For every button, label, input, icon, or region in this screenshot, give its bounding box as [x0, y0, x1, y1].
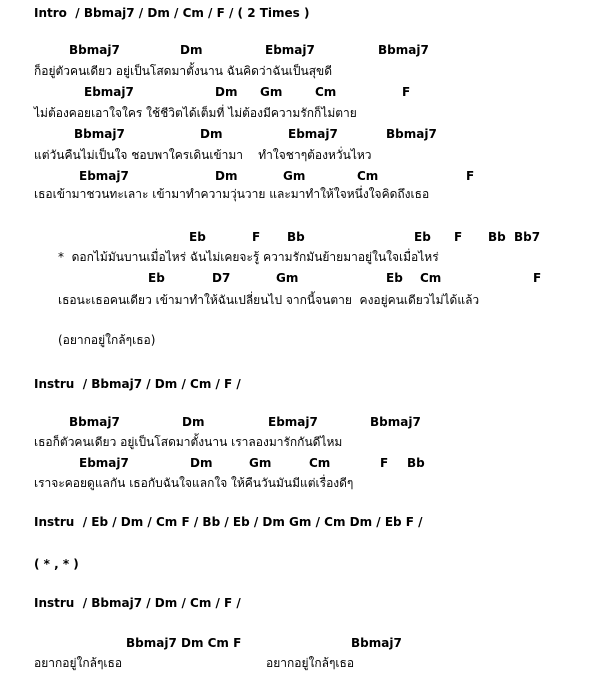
chord: Ebmaj7	[84, 85, 134, 99]
chord: Ebmaj7	[79, 456, 129, 470]
chord: Eb	[414, 230, 431, 244]
chord: F	[252, 230, 261, 244]
chord: Bbmaj7	[69, 43, 120, 57]
chord: Bbmaj7	[378, 43, 429, 57]
chord: Cm	[357, 169, 379, 183]
chord: Dm	[182, 415, 205, 429]
lyric-line: อยากอยู่ใกล้ๆเธอ	[34, 656, 123, 670]
chord: Eb	[386, 271, 403, 285]
instru-line: Instru / Eb / Dm / Cm F / Bb / Eb / Dm Gm / Cm Dm / Eb F /	[34, 515, 423, 529]
lyric-line: ก็อยู่ตัวคนเดียว อยู่เป็นโสดมาตั้งนาน ฉันคิดว่าฉันเป็นสุขดี	[34, 64, 333, 78]
chord: Bb7	[514, 230, 541, 244]
chord: F	[466, 169, 475, 183]
chord: Gm	[283, 169, 306, 183]
instru-line: Instru / Bbmaj7 / Dm / Cm / F /	[34, 596, 241, 610]
chord: Bbmaj7	[370, 415, 421, 429]
lyric-line: เราจะคอยดูแลกัน เธอกับฉันใจแลกใจ ให้คืนวันมันมีแต่เรื่องดีๆ	[34, 476, 354, 490]
chord: Eb	[189, 230, 206, 244]
chord: F	[380, 456, 389, 470]
chord: Cm	[315, 85, 337, 99]
chord: Gm	[260, 85, 283, 99]
chord: Bb	[287, 230, 305, 244]
lyric-line: * ดอกไม้มันบานเมื่อไหร่ ฉันไม่เคยจะรู้ ความรักมันย้ายมาอยู่ในใจเมื่อไหร่	[58, 250, 439, 264]
repeat-marker: ( * , * )	[34, 557, 79, 571]
chord: Cm	[309, 456, 331, 470]
chord: Dm	[215, 169, 238, 183]
chord: Gm	[276, 271, 299, 285]
chord: Bbmaj7	[69, 415, 120, 429]
chord: Bbmaj7	[351, 636, 402, 650]
lyric-line: เธอเข้ามาชวนทะเลาะ เข้ามาทำความวุ่นวาย และมาทำให้ใจหนึ่งใจคิดถึงเธอ	[34, 187, 430, 201]
lyric-line: เธอก็ตัวคนเดียว อยู่เป็นโสดมาตั้งนาน เราลองมารักกันดีไหม	[34, 435, 343, 449]
chord: F	[402, 85, 411, 99]
chord: Eb	[148, 271, 165, 285]
chord-group: Bbmaj7 Dm Cm F	[126, 636, 242, 650]
chord: Cm	[420, 271, 442, 285]
intro-line: Intro / Bbmaj7 / Dm / Cm / F / ( 2 Times )	[34, 6, 310, 20]
chord: F	[454, 230, 463, 244]
chord: Dm	[180, 43, 203, 57]
chord: D7	[212, 271, 231, 285]
chord: Dm	[200, 127, 223, 141]
chord: Dm	[215, 85, 238, 99]
chord: Dm	[190, 456, 213, 470]
chord: Bb	[407, 456, 425, 470]
chord: Gm	[249, 456, 272, 470]
lyric-line: เธอนะเธอคนเดียว เข้ามาทำให้ฉันเปลี่ยนไป จากนี้จนตาย คงอยู่คนเดียวไม่ได้แล้ว	[58, 293, 480, 307]
chord: Ebmaj7	[79, 169, 129, 183]
lyric-line: ไม่ต้องคอยเอาใจใคร ใช้ชีวิตได้เต็มที่ ไม่ต้องมีความรักก็ไม่ตาย	[34, 106, 357, 120]
chord: Ebmaj7	[268, 415, 318, 429]
instru-line: Instru / Bbmaj7 / Dm / Cm / F /	[34, 377, 241, 391]
chord: Bb	[488, 230, 506, 244]
chord: Ebmaj7	[288, 127, 338, 141]
chord: Bbmaj7	[386, 127, 437, 141]
lyric-line: แต่วันคืนไม่เป็นใจ ชอบพาใครเดินเข้ามา ทำใจชาๆต้องหวั่นไหว	[34, 148, 372, 162]
chorus-note: (อยากอยู่ใกล้ๆเธอ)	[58, 333, 156, 347]
chord: F	[533, 271, 542, 285]
chord: Ebmaj7	[265, 43, 315, 57]
lyric-line: อยากอยู่ใกล้ๆเธอ	[266, 656, 355, 670]
chord: Bbmaj7	[74, 127, 125, 141]
